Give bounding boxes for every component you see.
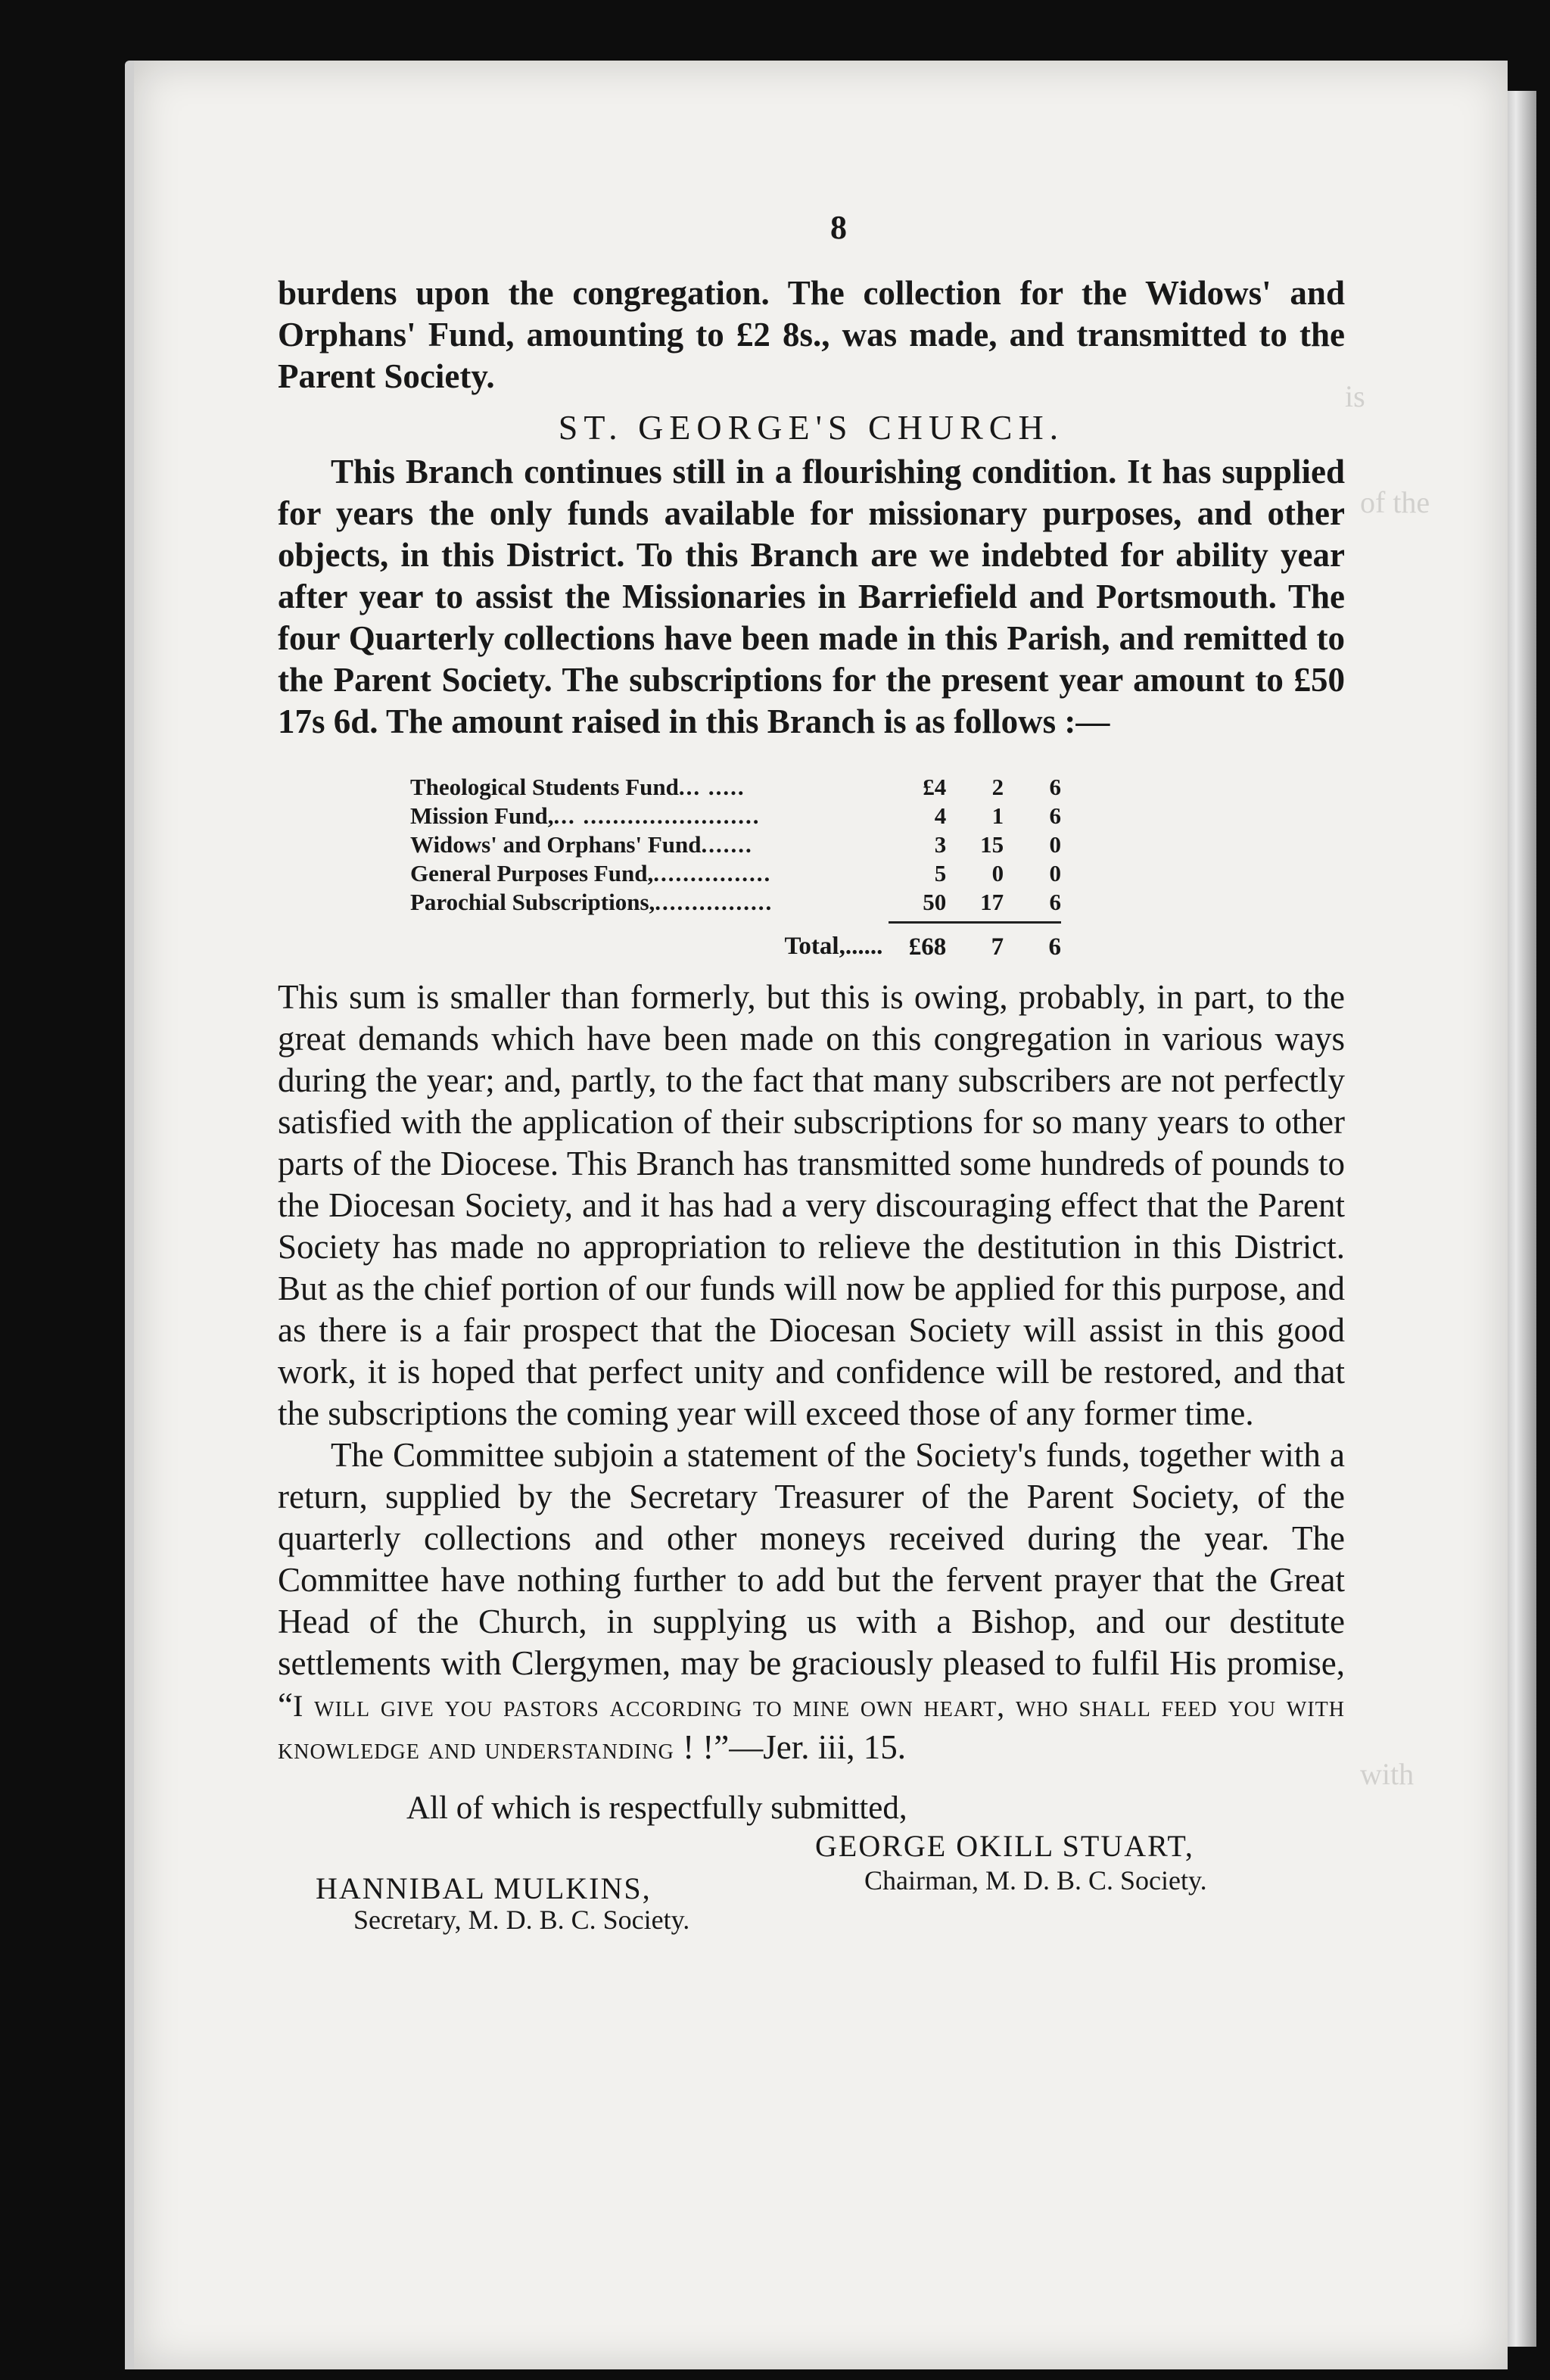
paragraph-3: This sum is smaller than formerly, but this is owing, probably, in part, to the great demands which have been made on this congregation in various ways during the year; and, partly, to the fact that many subscribers are not perfectly satisfied with the application of their subscriptions for so many years to other parts of the Diocese. This Branch has transmitted some hundreds of pounds to the Diocesan Society, and it has had a very discouraging effect that the Parent Society has made no appropriation to relieve the destitution in this District. But as the chief portion of our funds will now be applied for this purpose, and as there is a fair prospect that the Diocesan Society will assist in this good work, it is hoped that perfect unity and confidence will be restored, and that the subscriptions the coming year will exceed those of any former time.	[278, 978, 1345, 1432]
fund-pence: 0	[1049, 860, 1061, 886]
fund-shillings: 0	[991, 860, 1004, 886]
chairman-title: Chairman, M. D. B. C. Society.	[864, 1865, 1207, 1896]
fund-label	[410, 802, 889, 830]
table-row	[410, 859, 1061, 888]
fund-pounds: 4	[934, 802, 947, 829]
show-through-texture: with	[1360, 1757, 1415, 1791]
table-row	[410, 802, 1061, 830]
fund-label-text: Mission Fund,	[410, 802, 554, 829]
closing-block	[278, 1787, 1345, 1937]
scripture-reference: ! !”—Jer. iii, 15.	[674, 1728, 907, 1766]
scripture-quote: I will give you pastors according to mine own heart, who shall feed you with knowledge and understanding	[278, 1689, 1345, 1765]
chairman-name: GEORGE OKILL STUART,	[815, 1829, 1194, 1863]
total-pounds: £68	[908, 933, 947, 961]
leader-dots: ................	[653, 860, 772, 886]
secretary-name: HANNIBAL MULKINS,	[316, 1871, 652, 1905]
leader-dots: .......	[701, 831, 753, 858]
document-page	[125, 61, 1508, 2369]
show-through-texture: of the	[1360, 485, 1430, 519]
paragraph-4	[278, 1435, 1345, 1769]
fund-shillings: 1	[991, 802, 1004, 829]
table-row	[410, 888, 1061, 917]
fund-pence: 6	[1049, 802, 1061, 829]
fund-shillings: 2	[991, 774, 1004, 800]
fund-shillings: 15	[980, 831, 1004, 858]
paragraph-4-text: The Committee subjoin a statement of the Society's funds, together with a return, supplied by the Secretary Treasurer of the Parent Society, of the quarterly collections and other moneys received during the year. The Committee have nothing further to add but the fervent prayer that the Great Head of the Church, in supplying us with a Bishop, and our destitute settlements with Clergymen, may be graciously pleased to fulfil His promise, “	[278, 1436, 1345, 1724]
signature-row	[278, 1863, 1345, 1905]
fund-label	[410, 773, 889, 802]
fund-label	[410, 830, 889, 859]
page-number: 8	[830, 209, 847, 246]
paragraph-1: burdens upon the congregation. The collection for the Widows' and Orphans' Fund, amounting to £2 8s., was made, and transmitted to the Parent Society.	[278, 274, 1345, 395]
table-row	[410, 830, 1061, 859]
secretary-title: Secretary, M. D. B. C. Society.	[353, 1905, 690, 1935]
total-label: Total,......	[784, 933, 883, 961]
fund-pounds: 50	[923, 889, 947, 915]
rule-spacer	[410, 917, 889, 923]
total-pence: 6	[1048, 933, 1061, 961]
closing-line-wrap	[278, 1787, 1345, 1825]
leader-dots: ... ........................	[553, 802, 761, 829]
fund-label-text: Widows' and Orphans' Fund	[410, 831, 702, 858]
chairman-name-wrap	[278, 1825, 1345, 1863]
table-row	[410, 773, 1061, 802]
paragraph-2: This Branch continues still in a flourishing condition. It has supplied for years the only funds available for missionary purposes, and other objects, in this District. To this Branch are we indebted for ability year after year to assist the Missionaries in Barriefield and Portsmouth. The four Quarterly collections have been made in this Parish, and remitted to the Parent Society. The subscriptions for the present year amount to £50 17s 6d. The amount raised in this Branch is as follows :—	[278, 453, 1345, 740]
closing-line: All of which is respectfully submitted,	[406, 1790, 907, 1826]
fund-pounds: £4	[923, 774, 947, 800]
fund-label-text: Theological Students Fund	[410, 774, 679, 800]
fund-label	[410, 859, 889, 888]
fund-label-text: General Purposes Fund,	[410, 860, 654, 886]
fund-label-text: Parochial Subscriptions,	[410, 889, 655, 915]
total-row	[410, 923, 1061, 962]
show-through-texture: is	[1345, 379, 1365, 413]
funds-table	[410, 773, 1061, 961]
fund-shillings: 17	[980, 889, 1004, 915]
secretary-title-wrap	[278, 1899, 1345, 1937]
fund-pence: 6	[1049, 774, 1061, 800]
leader-dots: ... .....	[678, 774, 745, 800]
fund-pence: 0	[1049, 831, 1061, 858]
page-body	[278, 273, 1345, 1937]
total-shillings: 7	[991, 933, 1004, 961]
fund-label	[410, 888, 889, 917]
total-rule	[889, 917, 1061, 923]
fund-pounds: 5	[934, 860, 947, 886]
total-rule-row	[410, 917, 1061, 923]
leader-dots: ................	[655, 889, 773, 915]
fund-pence: 6	[1049, 889, 1061, 915]
fund-pounds: 3	[934, 831, 947, 858]
section-heading: ST. GEORGE'S CHURCH.	[558, 408, 1065, 447]
